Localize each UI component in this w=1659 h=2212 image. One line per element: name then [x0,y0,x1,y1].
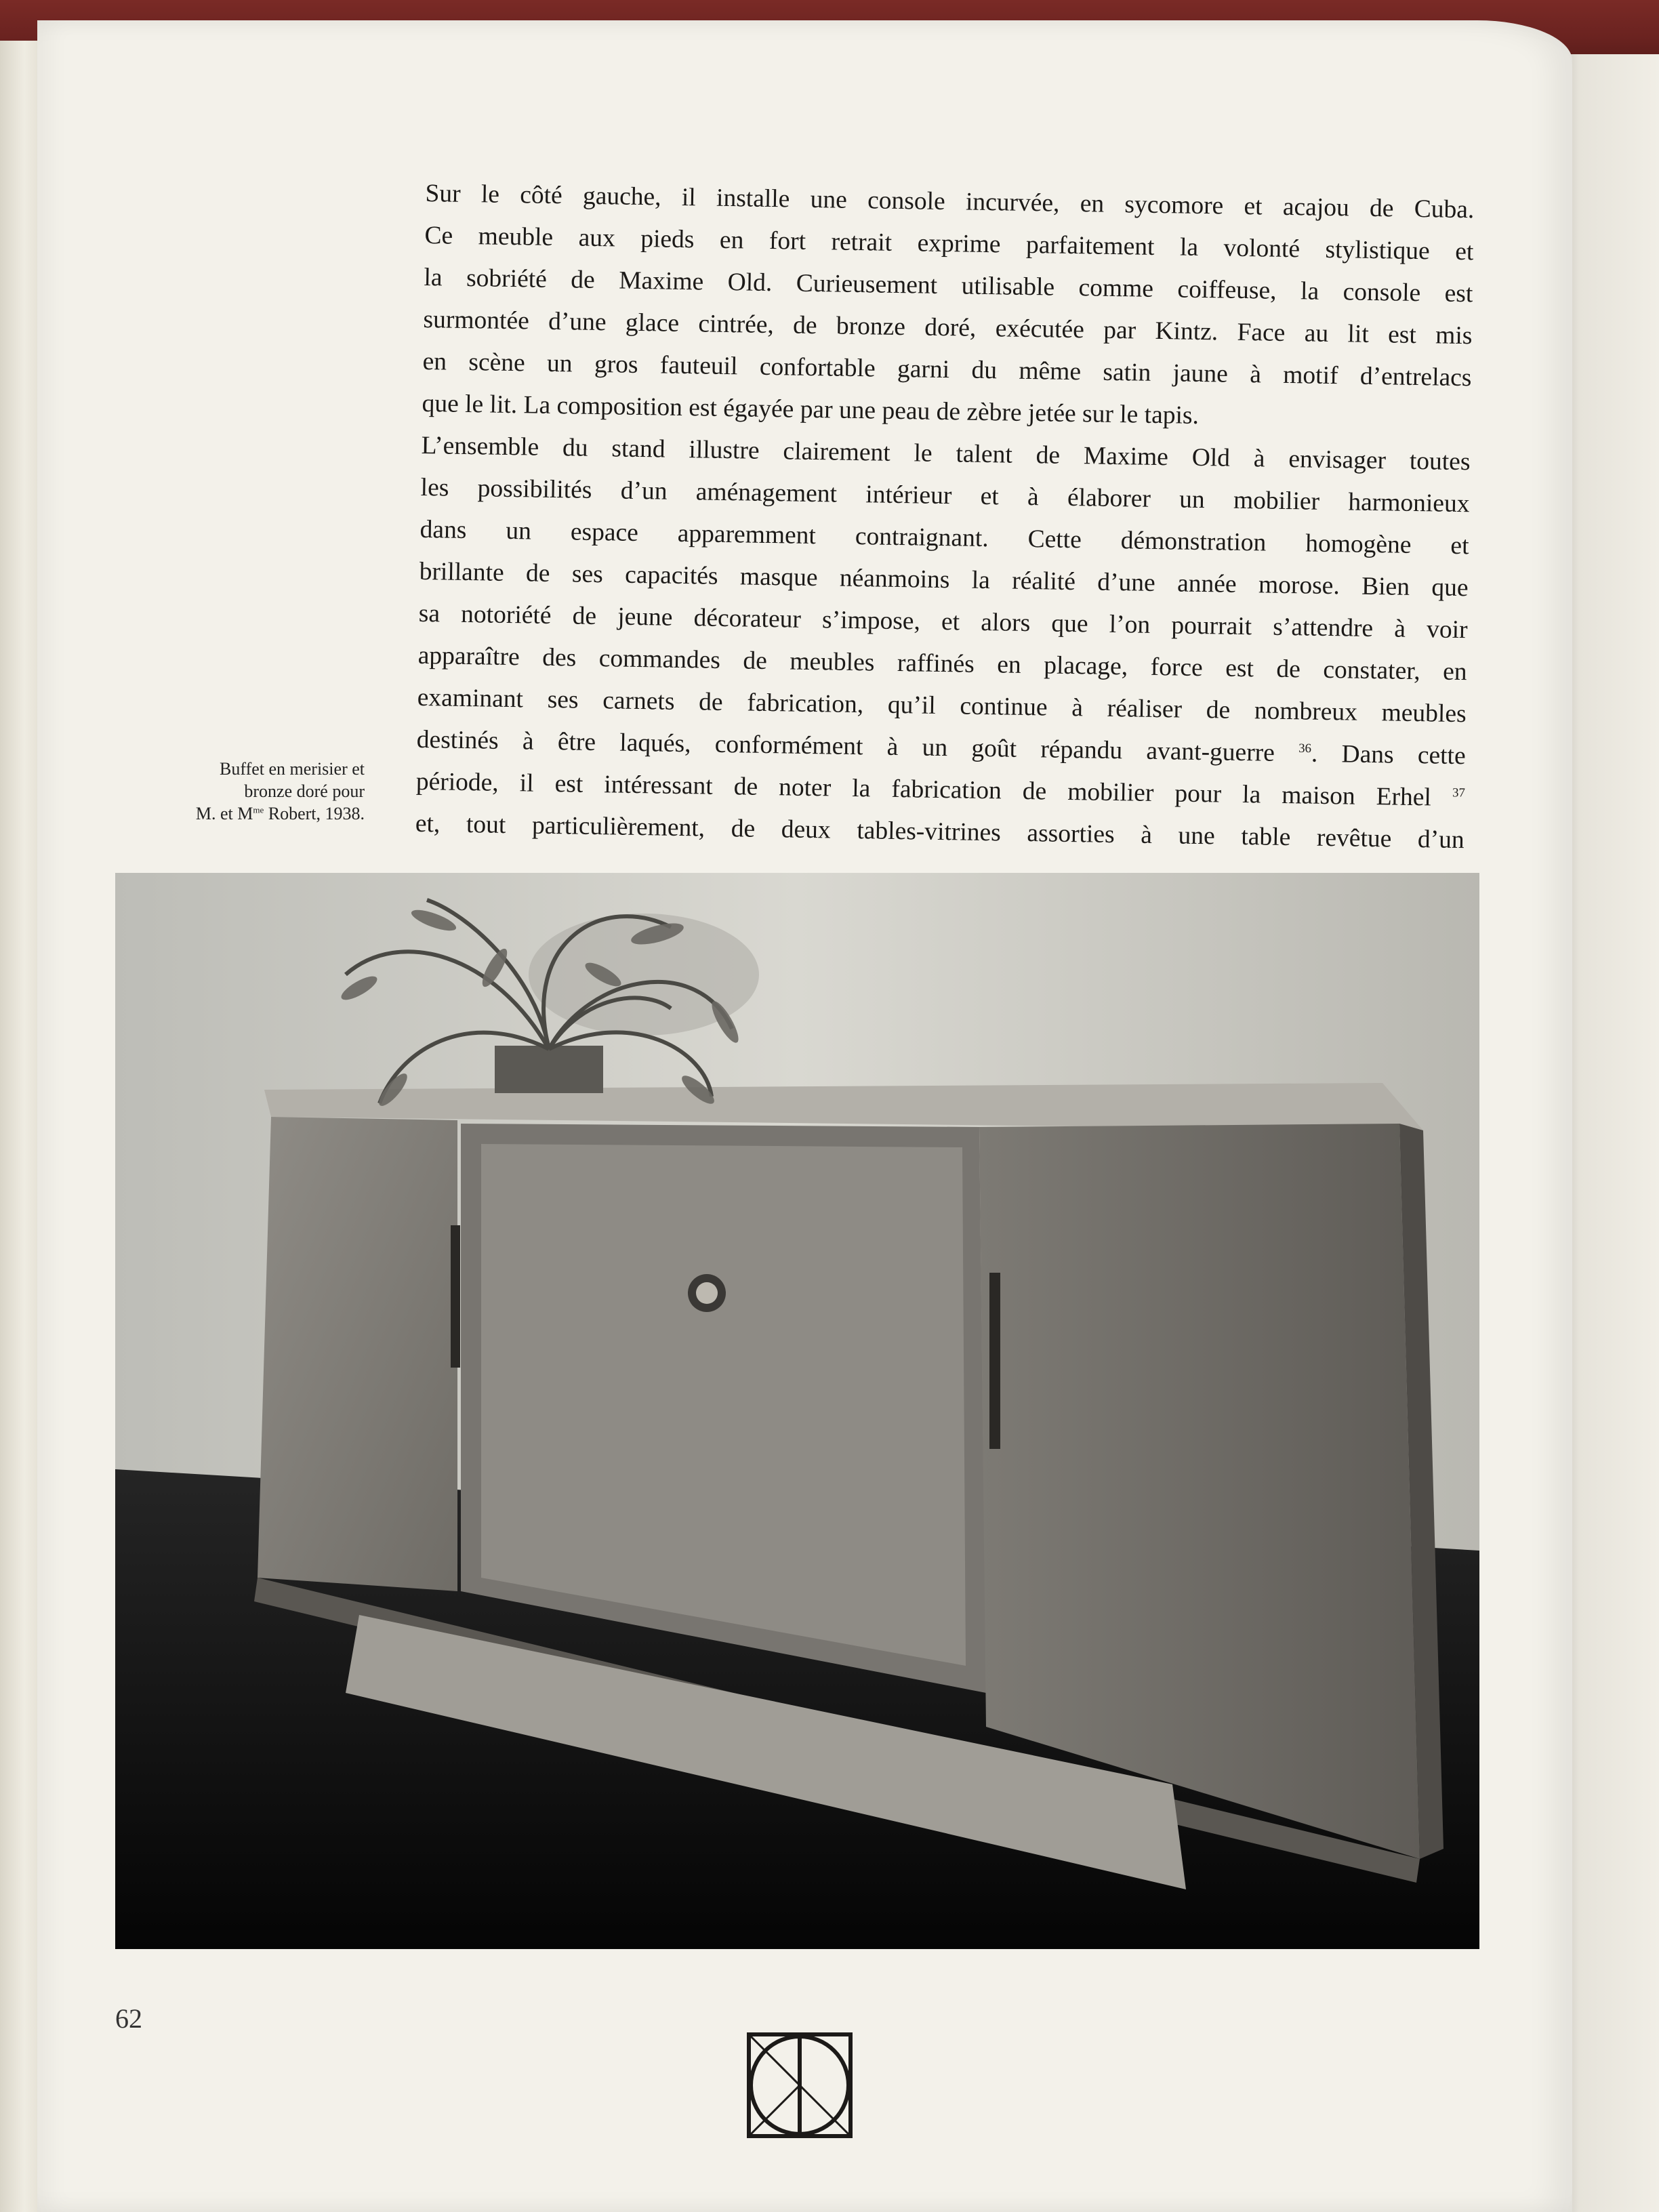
text-line: Ce meuble aux pieds en fort retrait exprime parfaitement la volonté stylistique et [424,221,1474,266]
sideboard-photo-image [115,873,1479,1949]
text-line-14-tail: . Dans cette [1311,739,1466,771]
page-number: 62 [115,2003,142,2034]
caption-line: Buffet en merisier et [220,759,365,779]
footnote-ref-37: 37 [1452,785,1465,800]
caption-line-3b: Robert, 1938. [264,804,365,823]
caption-line: bronze doré pour [244,781,365,801]
text-line-15: période, il est intéressant de noter la fabrication de mobilier pour la maison Erhel [415,767,1432,812]
right-handle [989,1273,1000,1449]
text-line: sa notoriété de jeune décorateur s’impose, et alors que l’on pourrait s’attendre à voir [418,599,1468,644]
caption-line-3a: M. et M [195,804,253,823]
photo-caption [95,758,365,825]
plant-pot [495,1046,603,1093]
text-line: Sur le côté gauche, il installe une console incurvée, en sycomore et acajou de Cuba. [425,179,1475,224]
text-line: examinant ses carnets de fabrication, qu’il continue à réaliser de nombreux meubles [417,683,1467,729]
caption-sup: me [253,804,264,815]
text-line: les possibilités d’un aménagement intérieur et à élaborer un mobilier harmonieux [420,473,1470,518]
text-line: apparaître des commandes de meubles raffinés en placage, force est de constater, en [417,641,1467,687]
text-line: en scène un gros fauteuil confortable garni du même satin jaune à motif d’entrelacs [422,347,1472,392]
monogram-icon [742,2026,857,2145]
monogram-logo [742,2026,857,2145]
left-handle [451,1225,460,1368]
text-line: surmontée d’une glace cintrée, de bronze doré, exécutée par Kintz. Face au lit est mis [423,305,1473,350]
text-line: L’ensemble du stand illustre clairement le talent de Maxime Old à envisager toutes [421,431,1471,476]
text-line: la sobriété de Maxime Old. Curieusement utilisable comme coiffeuse, la console est [424,263,1473,308]
left-door [258,1117,457,1591]
text-line: brillante de ses capacités masque néanmoins la réalité d’une année morose. Bien que [419,557,1469,602]
text-line: que le lit. La composition est égayée par une peau de zèbre jetée sur le tapis. [422,389,1200,430]
previous-page-edge [0,41,41,2212]
text-line-14: destinés à être laqués, conformément à un goût répandu avant-guerre [416,725,1275,767]
text-line: et, tout particulièrement, de deux tables-vitrines assorties à une table revêtue d’un [415,809,1465,855]
caption-line [95,802,365,825]
footnote-ref-36: 36 [1298,741,1312,756]
body-text [415,173,1474,861]
sideboard-photo [115,873,1479,1949]
text-line: dans un espace apparemment contraignant. Cette démonstration homogène et [419,515,1469,560]
